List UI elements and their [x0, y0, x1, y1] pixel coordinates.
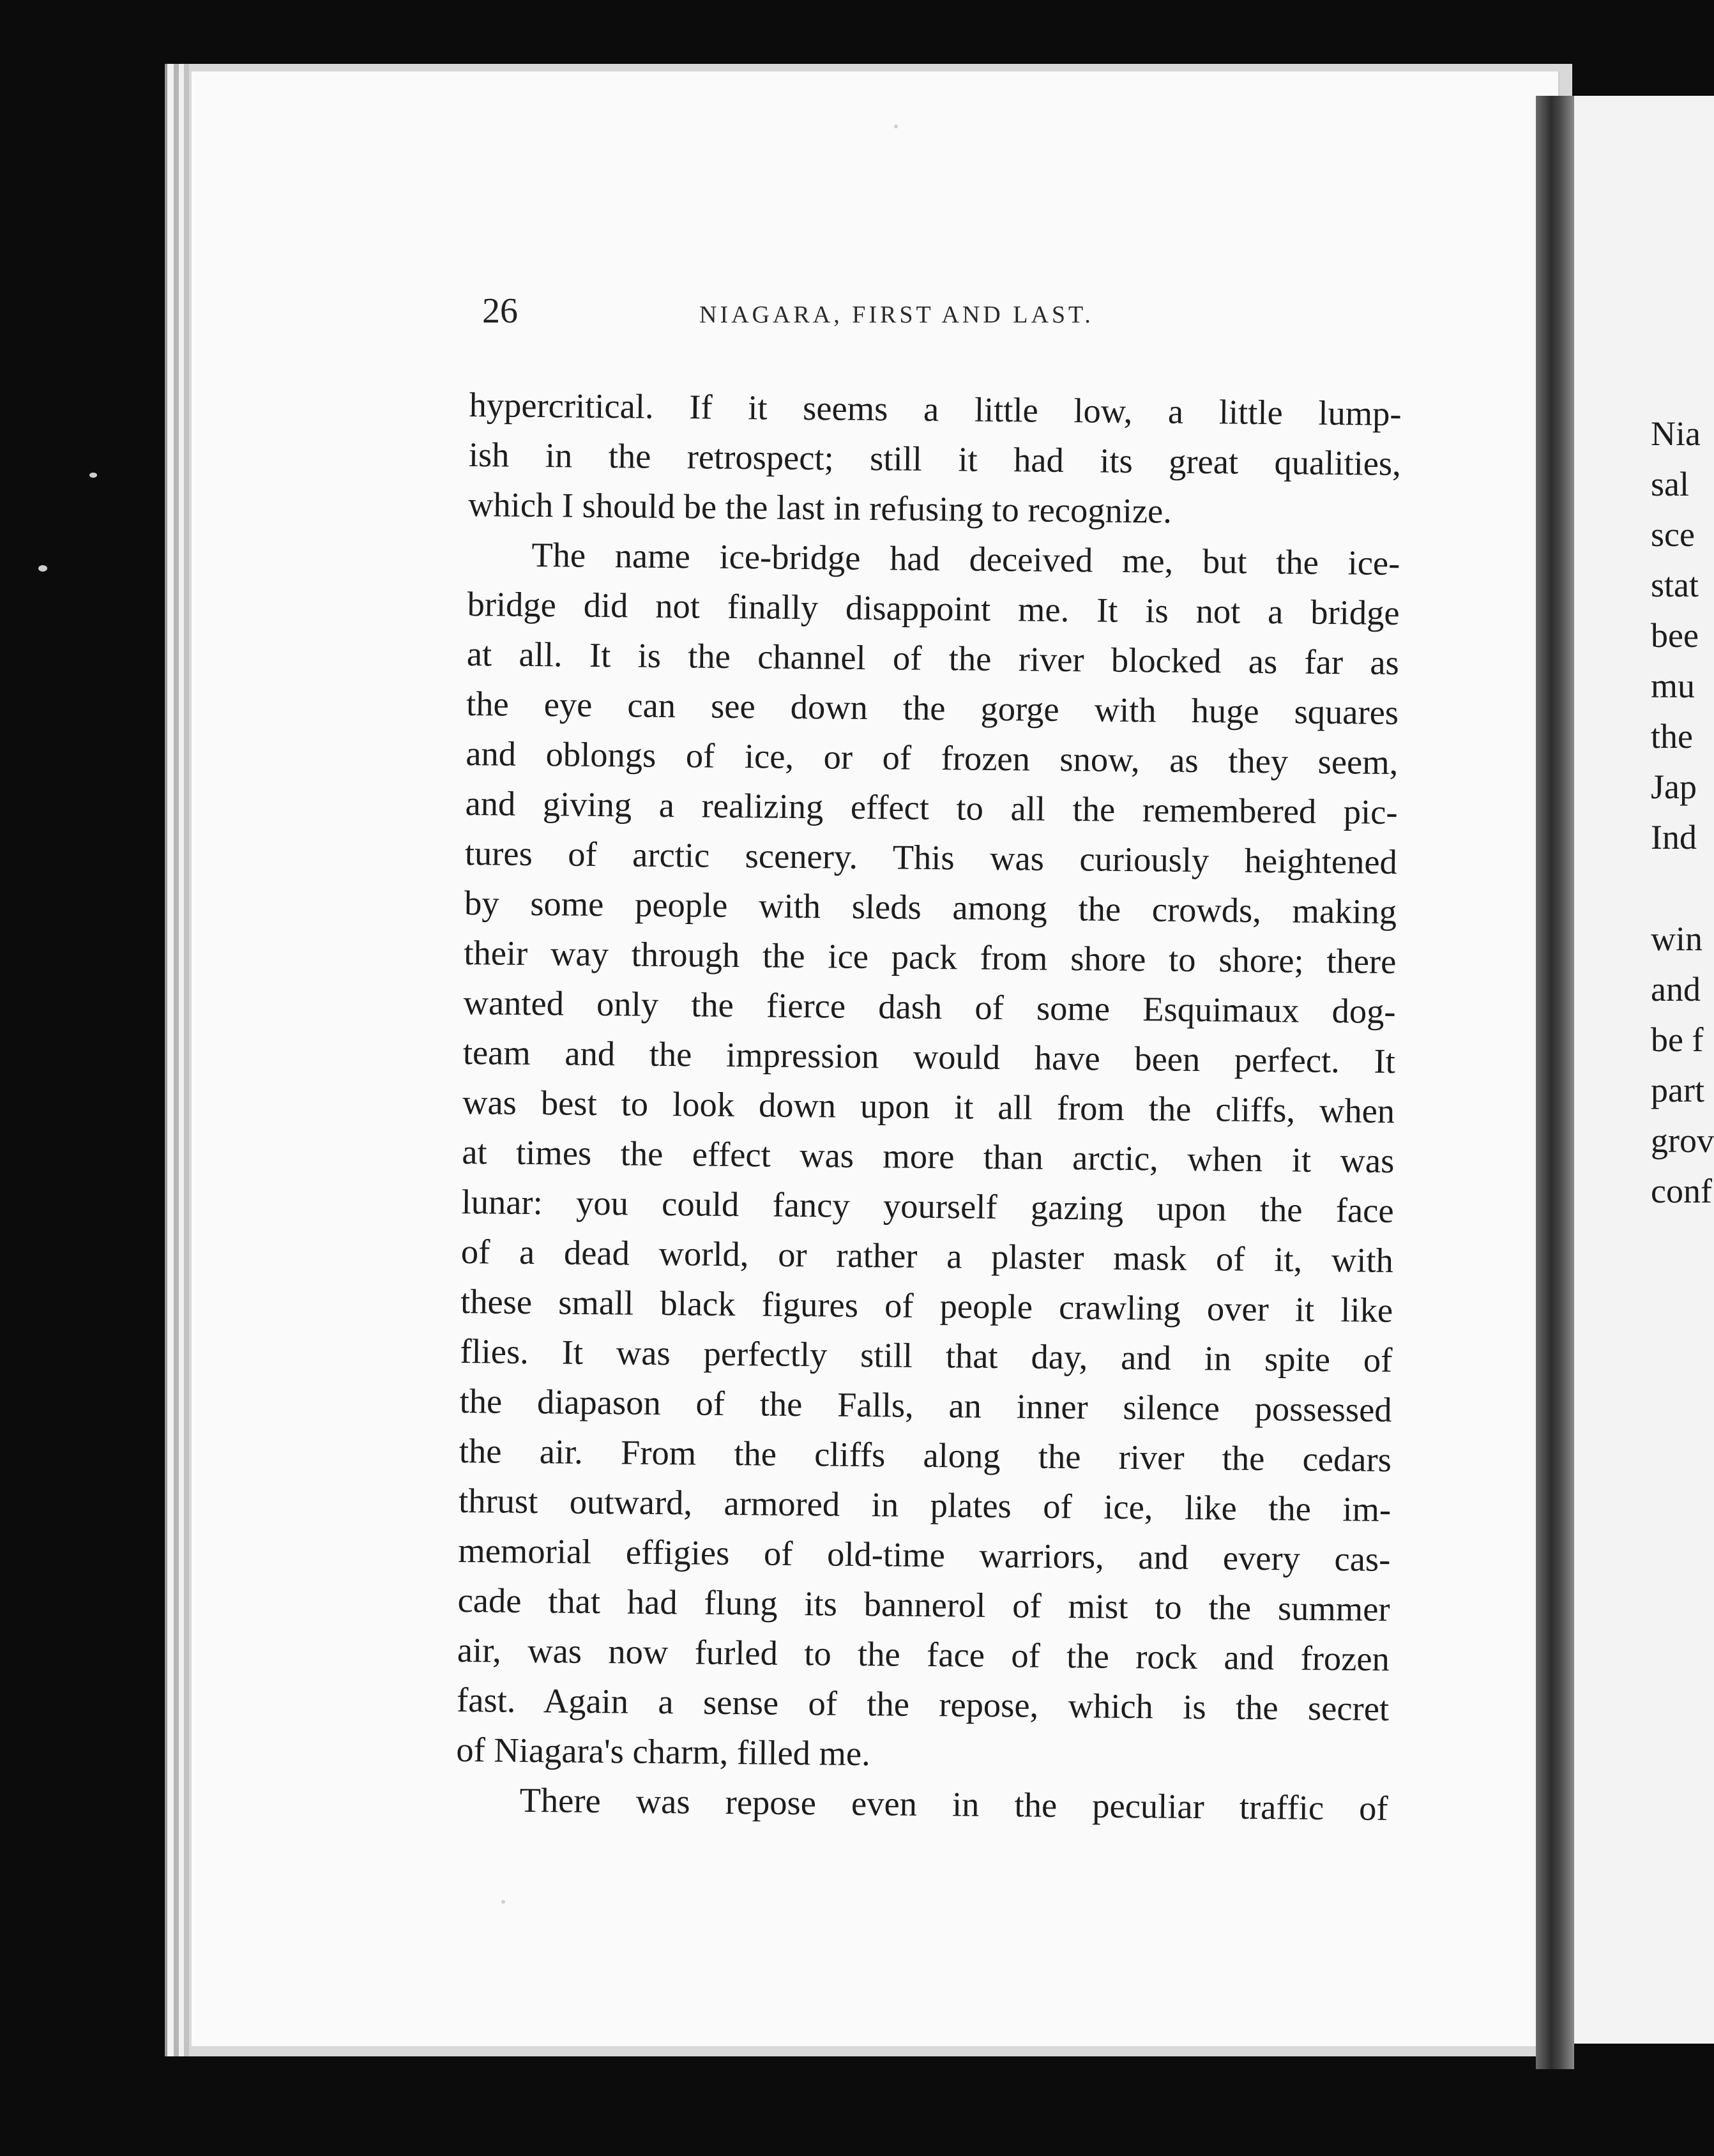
running-head: NIAGARA, FIRST AND LAST. — [699, 301, 1094, 328]
text-line: flies. It was perfectly still that day, and in spite of — [460, 1331, 1393, 1379]
text-line: tures of arctic scenery. This was curiously heightened — [464, 833, 1398, 881]
text-line: ish in the retrospect; still it had its great qualities, — [468, 434, 1402, 483]
text-line: and giving a realizing effect to all the remembered pic- — [465, 783, 1398, 831]
text-line: their way through the ice pack from shore to shore; there — [464, 932, 1397, 981]
scan-speck — [501, 1900, 505, 1904]
book-gutter — [1536, 96, 1574, 2069]
text-line: bridge did not finally disappoint me. It is not a bridge — [467, 584, 1400, 632]
text-line: lunar: you could fancy yourself gazing upon the face — [461, 1181, 1394, 1230]
scan-speck — [894, 125, 898, 128]
text-line: and oblongs of ice, or of frozen snow, as they seem, — [466, 733, 1399, 782]
scan-speck — [38, 565, 47, 572]
page-header — [482, 291, 1376, 342]
page-number: 26 — [482, 291, 518, 331]
facing-line: win — [1651, 920, 1703, 958]
text-line: thrust outward, armored in plates of ice, like the im- — [458, 1480, 1392, 1529]
facing-line: sce — [1651, 515, 1695, 554]
facing-line: the — [1651, 717, 1693, 755]
text-line: air, was now furled to the face of the rock and frozen — [457, 1630, 1390, 1678]
text-line: at times the effect was more than arctic, when it was — [462, 1132, 1395, 1180]
text-line: by some people with sleds among the crowds, making — [464, 883, 1397, 931]
facing-page-text — [1651, 409, 1714, 1217]
text-line: hypercritical. If it seems a little low, a little lump- — [469, 384, 1402, 434]
facing-line: be f — [1651, 1021, 1704, 1059]
text-line: The name ice-bridge had deceived me, but the ice- — [531, 535, 1400, 583]
body-text — [455, 380, 1402, 1833]
text-line: of Niagara's charm, filled me. — [456, 1729, 871, 1773]
scan-speck — [89, 473, 97, 478]
scan-background — [0, 0, 165, 2156]
text-line: of a dead world, or rather a plaster mask of it, with — [460, 1231, 1394, 1280]
text-line: There was repose even in the peculiar traffic of — [519, 1780, 1388, 1828]
facing-line: mu — [1651, 667, 1695, 705]
text-line: team and the impression would have been perfect. It — [462, 1032, 1396, 1081]
text-line: was best to look down upon it all from the cliffs, when — [462, 1082, 1395, 1130]
text-line: these small black figures of people crawling over it like — [460, 1281, 1393, 1330]
facing-line: bee — [1651, 616, 1699, 655]
text-line: wanted only the fierce dash of some Esquimaux dog- — [463, 982, 1396, 1031]
facing-line: grov — [1651, 1121, 1714, 1160]
facing-line: Nia — [1651, 414, 1701, 453]
facing-line: sal — [1651, 465, 1689, 503]
facing-line: stat — [1651, 566, 1699, 604]
text-line: the diapason of the Falls, an inner silence possessed — [459, 1381, 1392, 1429]
text-line: which I should be the last in refusing to recognize. — [467, 484, 1172, 531]
facing-line: Jap — [1651, 768, 1697, 806]
text-line: fast. Again a sense of the repose, which is the secret — [456, 1680, 1390, 1728]
facing-line: conf — [1651, 1172, 1712, 1210]
text-line: the air. From the cliffs along the river the cedars — [459, 1431, 1392, 1479]
facing-line: and — [1651, 970, 1701, 1008]
text-line: the eye can see down the gorge with huge squares — [466, 683, 1399, 732]
facing-line: Ind — [1651, 818, 1697, 856]
text-line: cade that had flung its bannerol of mist to the summer — [457, 1580, 1390, 1628]
paragraph-gap — [1651, 863, 1714, 914]
text-line: at all. It is the channel of the river blocked as far as — [466, 634, 1400, 682]
facing-line: part — [1651, 1071, 1704, 1109]
text-line: memorial effigies of old-time warriors, and every cas- — [458, 1530, 1391, 1579]
